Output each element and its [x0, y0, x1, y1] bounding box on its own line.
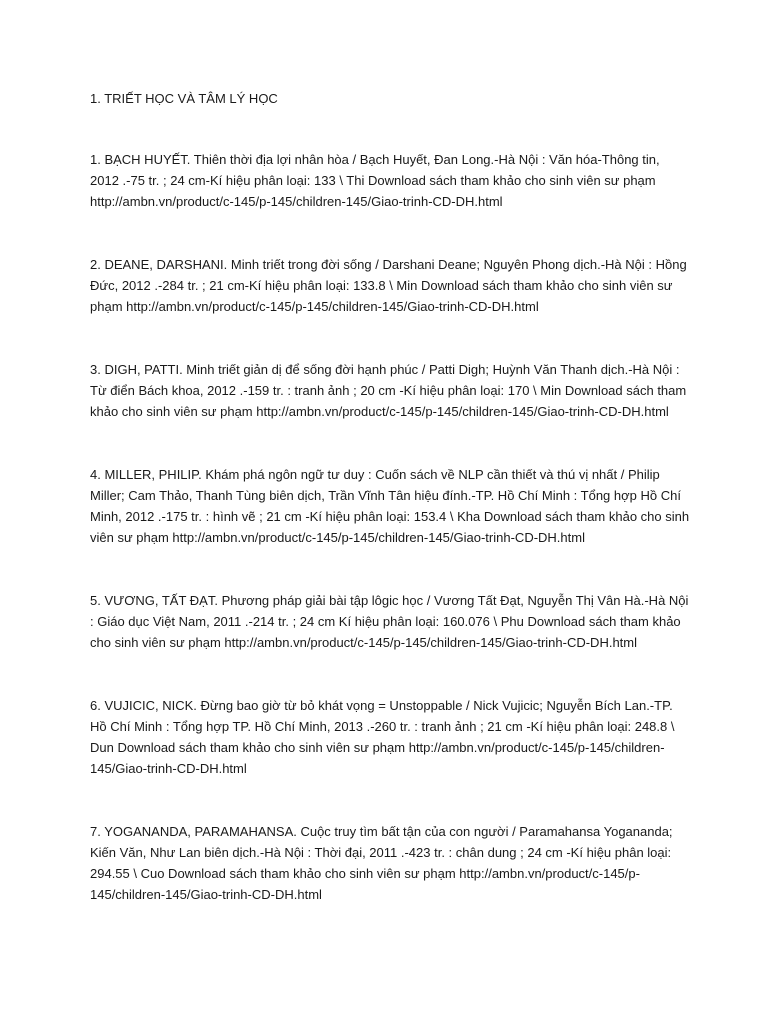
bibliography-entry-1: 1. BẠCH HUYẾT. Thiên thời địa lợi nhân hòa / Bạch Huyết, Đan Long.-Hà Nội : Văn hóa-Thông tin, 2012 .-75 tr. ; 24 cm-Kí hiệu phân loại: 133 \ Thi Download sách tham khảo cho sinh viên sư phạm http://ambn.vn/product/c-145/p-145/children-145/Giao-trinh-CD-DH.html [90, 152, 660, 209]
bibliography-entry-5: 5. VƯƠNG, TẤT ĐẠT. Phương pháp giải bài tập lôgic học / Vương Tất Đạt, Nguyễn Thị Vân Hà.-Hà Nội : Giáo dục Việt Nam, 2011 .-214 tr. ; 24 cm Kí hiệu phân loại: 160.076 \ Phu Download sách tham khảo cho sinh viên sư phạm http://ambn.vn/product/c-145/p-145/children-145/Giao-trinh-CD-DH.html [90, 593, 689, 650]
document-page [90, 88, 690, 947]
bibliography-entry-6: 6. VUJICIC, NICK. Đừng bao giờ từ bỏ khát vọng = Unstoppable / Nick Vujicic; Nguyễn Bích Lan.-TP. Hồ Chí Minh : Tổng hợp TP. Hồ Chí Minh, 2013 .-260 tr. : tranh ảnh ; 21 cm -Kí hiệu phân loại: 248.8 \ Dun Download sách tham khảo cho sinh viên sư phạm http://ambn.vn/product/c-145/p-145/children-145/Giao-trinh-CD-DH.html [90, 698, 675, 776]
bibliography-entry-7: 7. YOGANANDA, PARAMAHANSA. Cuộc truy tìm bất tận của con người / Paramahansa Yogananda; Kiến Văn, Như Lan biên dịch.-Hà Nội : Thời đại, 2011 .-423 tr. : chân dung ; 24 cm -Kí hiệu phân loại: 294.55 \ Cuo Download sách tham khảo cho sinh viên sư phạm http://ambn.vn/product/c-145/p-145/children-145/Giao-trinh-CD-DH.html [90, 824, 673, 902]
section-heading: 1. TRIẾT HỌC VÀ TÂM LÝ HỌC [90, 91, 278, 106]
bibliography-entry-3: 3. DIGH, PATTI. Minh triết giản dị để sống đời hạnh phúc / Patti Digh; Huỳnh Văn Thanh dịch.-Hà Nội : Từ điển Bách khoa, 2012 .-159 tr. : tranh ảnh ; 20 cm -Kí hiệu phân loại: 170 \ Min Download sách tham khảo cho sinh viên sư phạm http://ambn.vn/product/c-145/p-145/children-145/Giao-trinh-CD-DH.html [90, 362, 687, 419]
bibliography-entry-2: 2. DEANE, DARSHANI. Minh triết trong đời sống / Darshani Deane; Nguyên Phong dịch.-Hà Nội : Hồng Đức, 2012 .-284 tr. ; 21 cm-Kí hiệu phân loại: 133.8 \ Min Download sách tham khảo cho sinh viên sư phạm http://ambn.vn/product/c-145/p-145/children-145/Giao-trinh-CD-DH.html [90, 257, 687, 314]
bibliography-entry-4: 4. MILLER, PHILIP. Khám phá ngôn ngữ tư duy : Cuốn sách về NLP cần thiết và thú vị nhất / Philip Miller; Cam Thảo, Thanh Tùng biên dịch, Trần Vĩnh Tân hiệu đính.-TP. Hồ Chí Minh : Tổng hợp Hồ Chí Minh, 2012 .-175 tr. : hình vẽ ; 21 cm -Kí hiệu phân loại: 153.4 \ Kha Download sách tham khảo cho sinh viên sư phạm http://ambn.vn/product/c-145/p-145/children-145/Giao-trinh-CD-DH.html [90, 467, 690, 545]
